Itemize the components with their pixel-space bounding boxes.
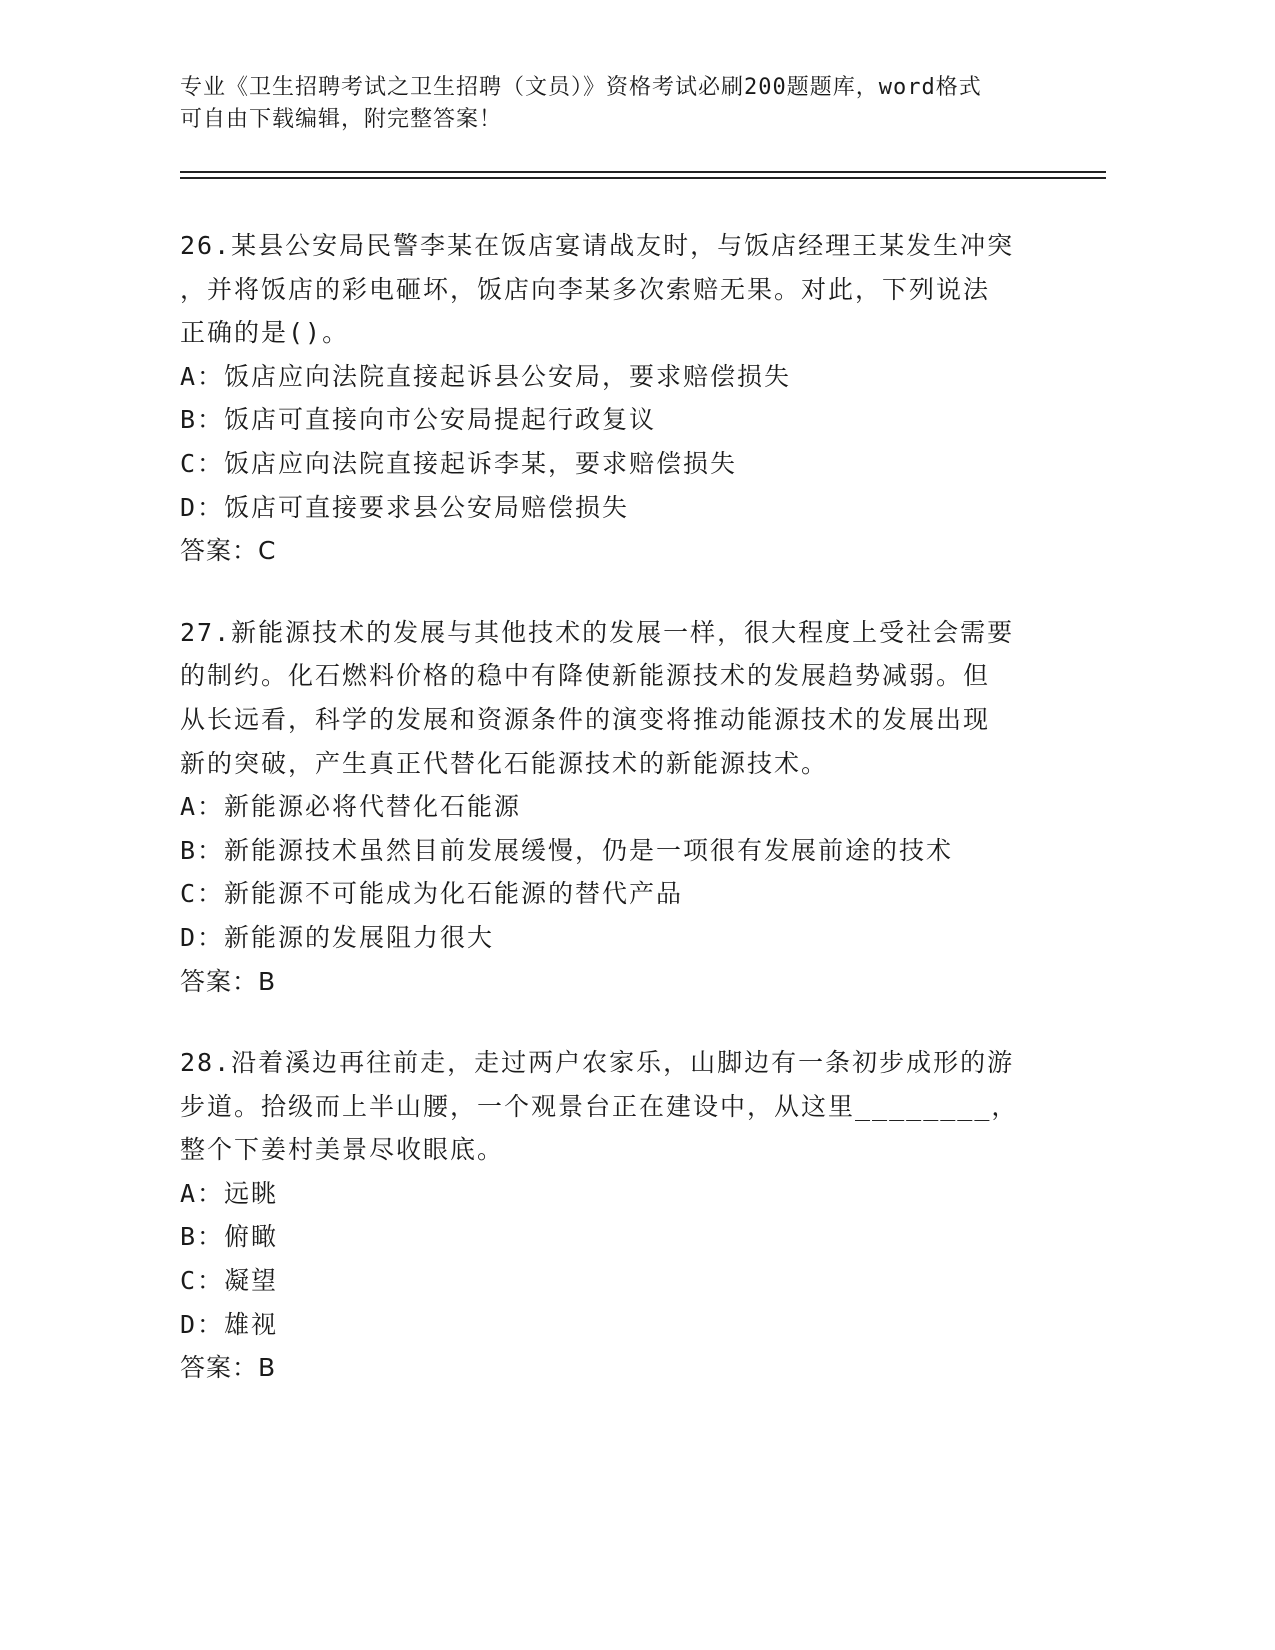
option-d: D：雄视 [180, 1309, 279, 1339]
question-stem-line: 新的突破，产生真正代替化石能源技术的新能源技术。 [180, 748, 829, 778]
header-line: 可自由下载编辑，附完整答案！ [180, 107, 503, 132]
option-d: D：饭店可直接要求县公安局赔偿损失 [180, 492, 630, 522]
option-a: A：饭店应向法院直接起诉县公安局，要求赔偿损失 [180, 361, 792, 391]
header-divider [180, 171, 1106, 173]
question-27 [180, 611, 1080, 1003]
header-line: 专业《卫生招聘考试之卫生招聘（文员）》资格考试必刷200题题库，word格式 [180, 75, 982, 100]
document-header [180, 72, 1060, 136]
option-c: C：饭店应向法院直接起诉李某，要求赔偿损失 [180, 448, 738, 478]
question-stem-line: 的制约。化石燃料价格的稳中有降使新能源技术的发展趋势减弱。但 [180, 661, 991, 691]
header-divider [180, 177, 1106, 179]
question-stem-line: 28.沿着溪边再往前走，走过两户农家乐，山脚边有一条初步成形的游 [180, 1048, 1015, 1078]
option-b: B：俯瞰 [180, 1222, 279, 1252]
question-stem-line: 整个下姜村美景尽收眼底。 [180, 1135, 505, 1165]
option-b: B：新能源技术虽然目前发展缓慢，仍是一项很有发展前途的技术 [180, 835, 954, 865]
question-stem-line: 步道。拾级而上半山腰，一个观景台正在建设中，从这里________， [180, 1091, 1019, 1121]
option-c: C：新能源不可能成为化石能源的替代产品 [180, 879, 684, 909]
question-stem-line: 正确的是()。 [180, 318, 350, 348]
question-stem-line: ，并将饭店的彩电砸坏，饭店向李某多次索赔无果。对此，下列说法 [180, 274, 991, 304]
option-a: A：新能源必将代替化石能源 [180, 792, 522, 822]
question-stem-line: 27.新能源技术的发展与其他技术的发展一样，很大程度上受社会需要 [180, 617, 1015, 647]
answer-label: 答案：C [180, 536, 277, 566]
question-stem-line: 从长远看，科学的发展和资源条件的演变将推动能源技术的发展出现 [180, 704, 991, 734]
question-stem-line: 26.某县公安局民警李某在饭店宴请战友时，与饭店经理王某发生冲突 [180, 231, 1015, 260]
option-d: D：新能源的发展阻力很大 [180, 922, 495, 952]
question-26 [180, 224, 1080, 573]
question-list [180, 224, 1080, 1428]
question-28 [180, 1041, 1080, 1390]
option-c: C：凝望 [180, 1266, 279, 1296]
answer-label: 答案：B [180, 966, 277, 996]
answer-label: 答案：B [180, 1353, 277, 1383]
option-a: A：远眺 [180, 1178, 279, 1208]
option-b: B：饭店可直接向市公安局提起行政复议 [180, 405, 657, 435]
